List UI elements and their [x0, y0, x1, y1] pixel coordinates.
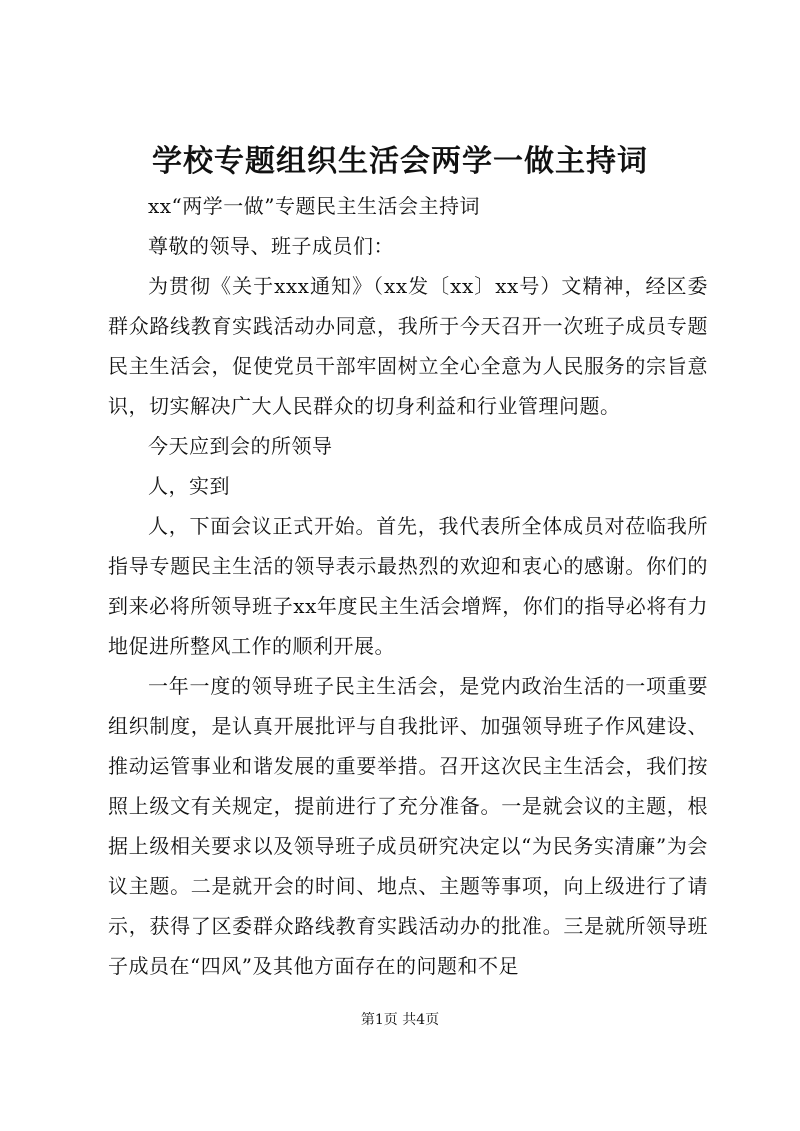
- paragraph-opening: 人，下面会议正式开始。首先，我代表所全体成员对莅临我所指导专题民主生活的领导表示最热烈的欢迎和衷心的感谢。你们的到来必将所领导班子xx年度民主生活会增辉，你们的指导必将有力地促进所整风工作的顺利开展。: [108, 514, 708, 658]
- document-title: 学校专题组织生活会两学一做主持词: [152, 144, 648, 179]
- paragraph-attendance-expected: 今天应到会的所领导: [148, 434, 333, 458]
- paragraph-salutation: 尊敬的领导、班子成员们：: [148, 234, 394, 258]
- page-footer: 第1页 共4页: [360, 1012, 440, 1028]
- document-body: [108, 186, 708, 986]
- paragraph-purpose: 为贯彻《关于xxx通知》（xx发〔xx〕xx号）文精神，经区委群众路线教育实践活动办同意，我所于今天召开一次班子成员专题民主生活会，促使党员干部牢固树立全心全意为人民服务的宗旨意识，切实解决广大人民群众的切身利益和行业管理问题。: [108, 274, 708, 418]
- paragraph-attendance-actual: 人，实到: [148, 474, 230, 498]
- paragraph-preparation: 一年一度的领导班子民主生活会，是党内政治生活的一项重要组织制度，是认真开展批评与自我批评、加强领导班子作风建设、推动运管事业和谐发展的重要举措。召开这次民主生活会，我们按照上级文有关规定，提前进行了充分准备。一是就会议的主题，根据上级相关要求以及领导班子成员研究决定以“为民务实清廉”为会议主题。二是就开会的时间、地点、主题等事项，向上级进行了请示，获得了区委群众路线教育实践活动办的批准。三是就所领导班子成员在“四风”及其他方面存在的问题和不足: [108, 674, 708, 978]
- paragraph-subtitle: xx“两学一做”专题民主生活会主持词: [148, 194, 481, 218]
